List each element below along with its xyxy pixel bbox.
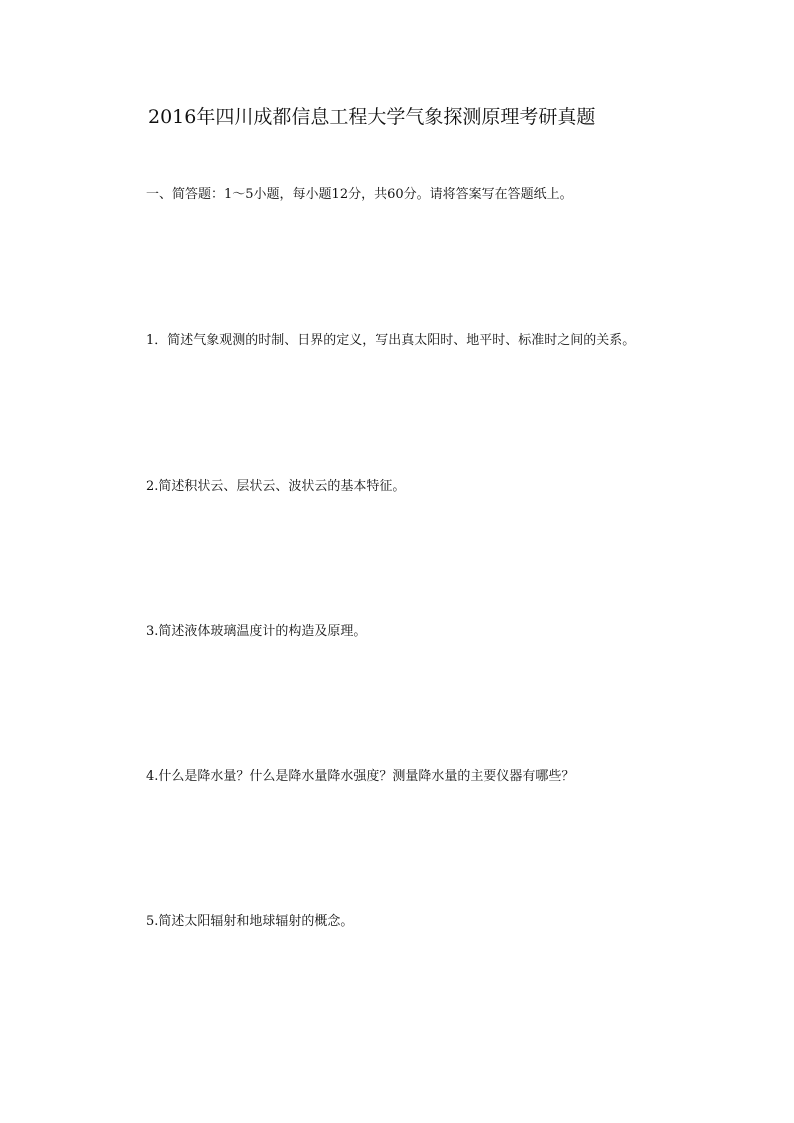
question-1: 1．简述气象观测的时制、日界的定义，写出真太阳时、地平时、标准时之间的关系。 — [146, 333, 636, 348]
question-2: 2.简述积状云、层状云、波状云的基本特征。 — [146, 479, 406, 494]
page-title: 2016年四川成都信息工程大学气象探测原理考研真题 — [148, 106, 596, 128]
question-4: 4.什么是降水量？什么是降水量降水强度？测量降水量的主要仪器有哪些？ — [146, 769, 575, 784]
section-heading: 一、简答题：1～5小题，每小题12分，共60分。请将答案写在答题纸上。 — [146, 187, 573, 202]
question-5: 5.简述太阳辐射和地球辐射的概念。 — [146, 914, 354, 929]
question-3: 3.简述液体玻璃温度计的构造及原理。 — [146, 624, 367, 639]
